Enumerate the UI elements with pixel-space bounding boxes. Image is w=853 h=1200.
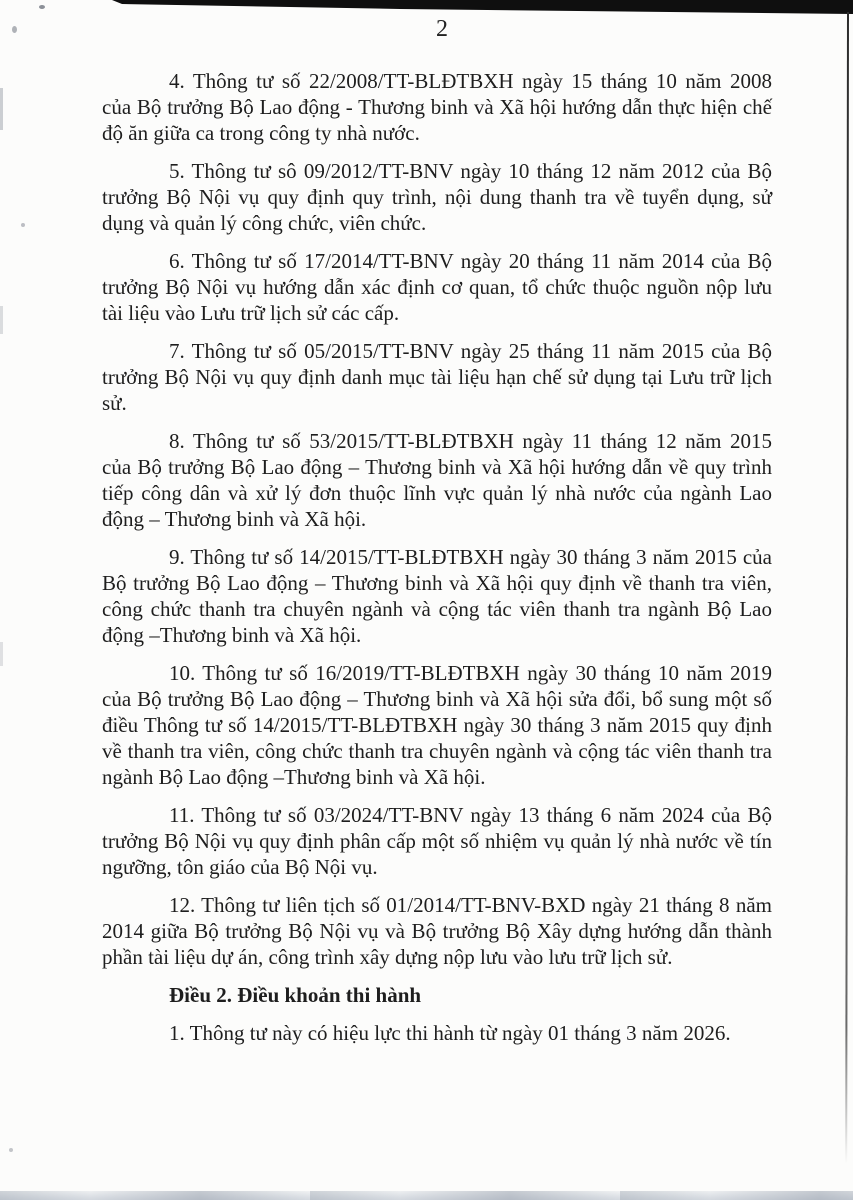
numbered-clause-6: 6. Thông tư số 17/2014/TT-BNV ngày 20 tháng 11 năm 2014 của Bộ trưởng Bộ Nội vụ hướng dẫn xác định cơ quan, tổ chức thuộc nguồn nộp lưu tài liệu vào Lưu trữ lịch sử các cấp. (102, 249, 772, 325)
numbered-clause-5: 5. Thông tư sô 09/2012/TT-BNV ngày 10 tháng 12 năm 2012 của Bộ trưởng Bộ Nội vụ quy định quy trình, nội dung thanh tra về tuyển dụng, sử dụng và quản lý công chức, viên chức. (102, 159, 772, 235)
numbered-clause-9: 9. Thông tư số 14/2015/TT-BLĐTBXH ngày 30 tháng 3 năm 2015 của Bộ trưởng Bộ Lao động – Thương binh và Xã hội quy định về thanh tra viên, công chức thanh tra chuyên ngành và cộng tác viên thanh tra ngành Bộ Lao động –Thương binh và Xã hội. (102, 545, 772, 647)
scan-speck (12, 26, 17, 33)
article-2-heading: Điều 2. Điều khoản thi hành (169, 983, 422, 1007)
numbered-clause-10: 10. Thông tư số 16/2019/TT-BLĐTBXH ngày 30 tháng 10 năm 2019 của Bộ trưởng Bộ Lao động – Thương binh và Xã hội sửa đổi, bổ sung một số điều Thông tư số 14/2015/TT-BLĐTBXH ngày 30 tháng 3 năm 2015 quy định về thanh tra viên, công chức thanh tra chuyên ngành và cộng tác viên thanh tra ngành Bộ Lao động –Thương binh và Xã hội. (102, 661, 772, 789)
effective-date-clause: 1. Thông tư này có hiệu lực thi hành từ ngày 01 tháng 3 năm 2026. (169, 1021, 731, 1045)
scan-speck (21, 223, 25, 227)
scan-edge-bottom (0, 1191, 853, 1200)
numbered-clause-4: 4. Thông tư số 22/2008/TT-BLĐTBXH ngày 15 tháng 10 năm 2008 của Bộ trưởng Bộ Lao động - Thương binh và Xã hội hướng dẫn thực hiện chế độ ăn giữa ca trong công ty nhà nước. (102, 69, 772, 145)
scan-streak (0, 88, 3, 130)
scan-edge-top (0, 0, 853, 16)
scan-streak (0, 306, 3, 334)
numbered-clause-8: 8. Thông tư số 53/2015/TT-BLĐTBXH ngày 11 tháng 12 năm 2015 của Bộ trưởng Bộ Lao động – Thương binh và Xã hội hướng dẫn về quy trình tiếp công dân và xử lý đơn thuộc lĩnh vực quản lý nhà nước của ngành Lao động – Thương binh và Xã hội. (102, 429, 772, 531)
scan-speck (39, 5, 45, 9)
numbered-clause-12: 12. Thông tư liên tịch số 01/2014/TT-BNV-BXD ngày 21 tháng 8 năm 2014 giữa Bộ trưởng Bộ Nội vụ và Bộ trưởng Bộ Xây dựng hướng dẫn thành phần tài liệu dự án, công trình xây dựng nộp lưu vào lưu trữ lịch sử. (102, 893, 772, 969)
page-number: 2 (436, 16, 448, 42)
scan-streak (0, 642, 3, 666)
scan-edge-right (845, 12, 849, 1164)
numbered-clause-7: 7. Thông tư số 05/2015/TT-BNV ngày 25 tháng 11 năm 2015 của Bộ trưởng Bộ Nội vụ quy định danh mục tài liệu hạn chế sử dụng tại Lưu trữ lịch sử. (102, 339, 772, 415)
scan-speck (9, 1148, 13, 1152)
numbered-clause-11: 11. Thông tư số 03/2024/TT-BNV ngày 13 tháng 6 năm 2024 của Bộ trưởng Bộ Nội vụ quy định phân cấp một số nhiệm vụ quản lý nhà nước về tín ngưỡng, tôn giáo của Bộ Nội vụ. (102, 803, 772, 879)
document-body (102, 68, 772, 1058)
